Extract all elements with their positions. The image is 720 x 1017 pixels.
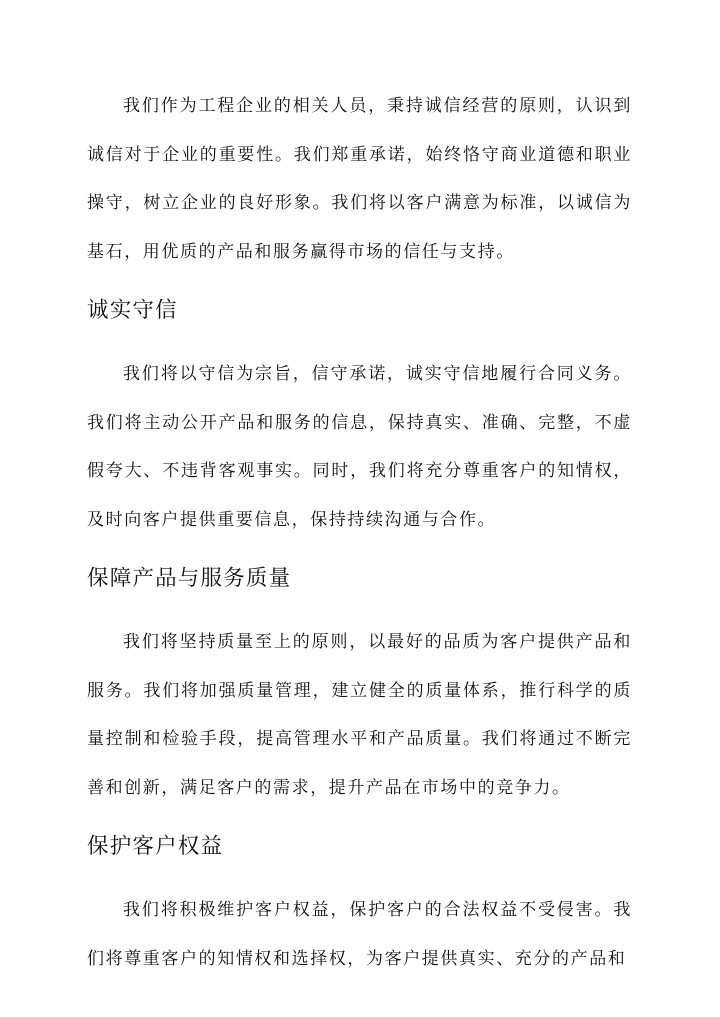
section-heading-customer-rights: 保护客户权益 — [87, 834, 224, 859]
quality-paragraph: 我们将坚持质量至上的原则，以最好的品质为客户提供产品和服务。我们将加强质量管理，建立健全的质量体系，推行科学的质量控制和检验手段，提高管理水平和产品质量。我们将通过不断完善和创新，满足客户的需求，提升产品在市场中的竞争力。 — [87, 632, 632, 798]
document-body — [87, 82, 632, 983]
customer-rights-paragraph: 我们将积极维护客户权益，保护客户的合法权益不受侵害。我们将尊重客户的知情权和选择权，为客户提供真实、充分的产品和 — [87, 900, 632, 969]
section-heading-quality: 保障产品与服务质量 — [87, 566, 292, 591]
honesty-paragraph: 我们将以守信为宗旨，信守承诺，诚实守信地履行合同义务。我们将主动公开产品和服务的信息，保持真实、准确、完整，不虚假夸大、不违背客观事实。同时，我们将充分尊重客户的知情权，及时向客户提供重要信息，保持持续沟通与合作。 — [87, 364, 632, 530]
intro-paragraph: 我们作为工程企业的相关人员，秉持诚信经营的原则，认识到诚信对于企业的重要性。我们郑重承诺，始终恪守商业道德和职业操守，树立企业的良好形象。我们将以客户满意为标准，以诚信为基石，用优质的产品和服务赢得市场的信任与支持。 — [87, 96, 632, 262]
section-heading-honesty: 诚实守信 — [87, 298, 178, 323]
